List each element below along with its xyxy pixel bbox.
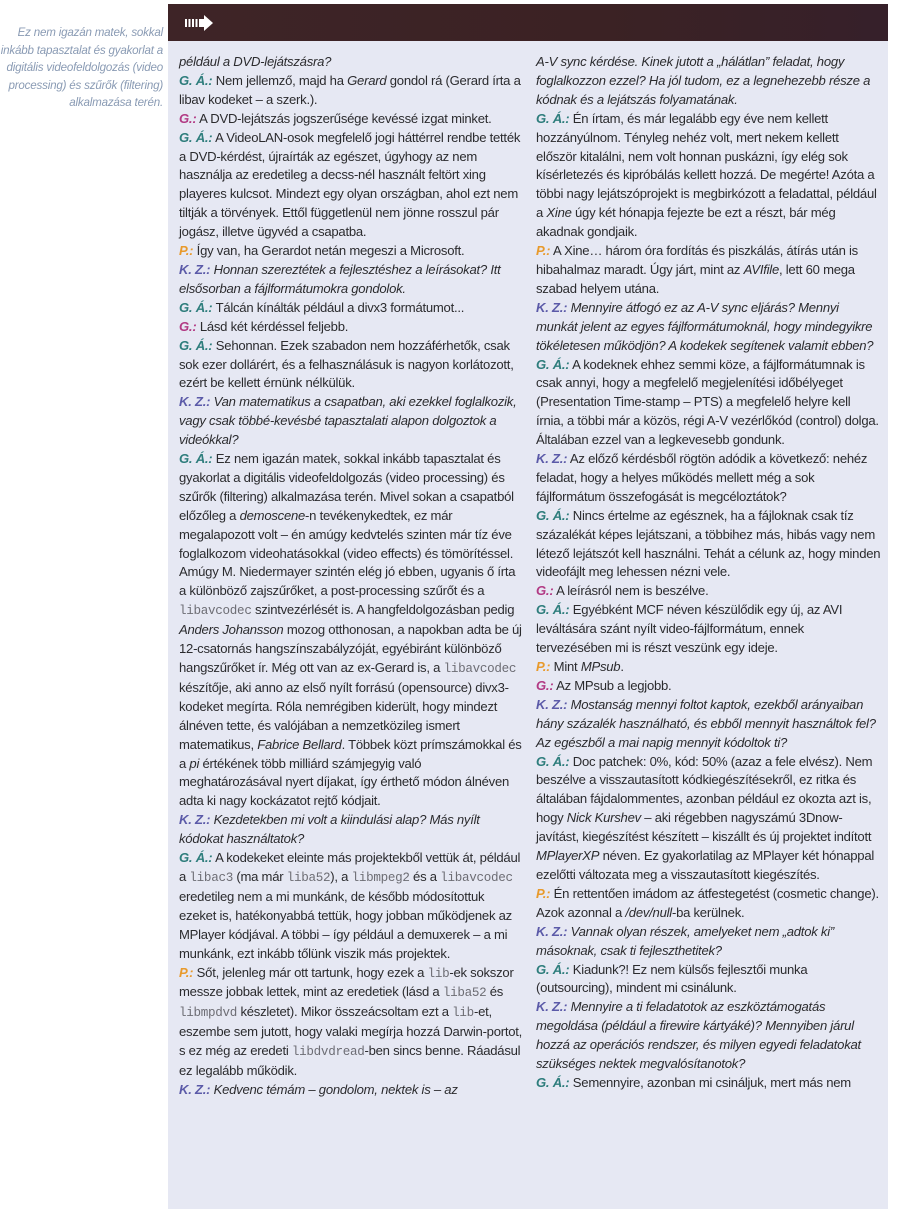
question-text: Van matematikus a csapatban, aki ezekkel foglalkozik, vagy csak többé-kevésbé tapasztalati alapon dolgoztok a videókkal? [179, 394, 517, 448]
interview-paragraph [536, 356, 881, 451]
interview-paragraph [179, 242, 524, 261]
text-segment: A kodeknek ehhez semmi köze, a fájlformátumnak is csak annyi, hogy a megfelelő megjelenítési időbélyeget (Presentation Time-stamp – PTS) a megfelelő helyre kell írnia, a többi már a közös, régi A-V vezérlőkód (control) dolga. Általában ezzel van a legkevesebb gondunk. [536, 356, 879, 448]
interview-paragraph [536, 242, 881, 299]
speaker-label: G. Á.: [536, 507, 570, 523]
text-segment: Nem jellemző, majd ha [212, 72, 348, 88]
speaker-label: K. Z.: [536, 923, 568, 939]
speaker-label: G.: [536, 677, 554, 693]
code-term: libmpdvd [179, 1006, 238, 1021]
text-segment: gondol rá (Gerard írta a libav kodeket – a szerk.). [179, 72, 521, 107]
text-segment: . [620, 659, 624, 674]
speaker-label: G. Á.: [536, 961, 570, 977]
code-term: libavcodec [443, 662, 517, 676]
interview-paragraph [179, 129, 524, 242]
text-segment: Nick Kurshev [566, 810, 641, 826]
interview-paragraph [179, 53, 524, 72]
text-segment: MPlayerXP [536, 848, 600, 864]
speaker-label: K. Z.: [536, 999, 568, 1015]
interview-paragraph [179, 337, 524, 394]
speaker-label: G. Á.: [536, 110, 570, 126]
speaker-label: G.: [179, 318, 197, 334]
text-segment: Az MPsub a legjobb. [553, 677, 672, 693]
text-segment: A kodekeket eleinte más projektekből vettük át, például a [179, 850, 521, 884]
code-term: libavcodec [179, 604, 252, 619]
interview-paragraph [536, 53, 881, 110]
speaker-label: P.: [536, 243, 551, 259]
interview-paragraph [179, 849, 524, 963]
text-segment: demoscene [239, 507, 306, 523]
speaker-label: K. Z.: [179, 261, 211, 277]
text-segment: A VideoLAN-osok megfelelő jogi háttérrel rendbe tették a DVD-kérdést, újraírták az egészet, úgyhogy az nem használja az eredetileg a decss-nél használt feltört xing playeres kulcsot. Mindezt egy olyan országban, ahol ezt nem tiltják a törvények. Ettől függetlenül nem jönne rosszul pár jogász, illetve ügyvéd a csapatba. [179, 129, 521, 240]
pull-quote: Ez nem igazán matek, sokkal inkább tapasztalat és gyakorlat a digitális videofeldolgozás (video processing) és szűrők (filtering) alkalmazása terén. [0, 26, 163, 110]
left-column [179, 53, 524, 1100]
interview-paragraph [179, 318, 524, 337]
header-bar [168, 4, 888, 41]
text-segment: Kiadunk?! Ez nem külsős fejlesztői munka (outsourcing), mindent mi csinálunk. [536, 961, 808, 996]
speaker-label: G. Á.: [179, 850, 213, 866]
text-segment: -n tevékenykedtek, ez már megalapozott volt – én amúgy kedvtelés szinten már tíz éve foglalkozom videohatásokkal (video effects) és tömörítéssel. Amúgy M. Niedermayer szintén elég jó ebben, ugyanis ő írta a különböző zajszűrőket, a post-processing szűrőt és a [179, 507, 516, 599]
speaker-label: G.: [536, 583, 554, 599]
text-segment: készletet). Mikor összeácsoltam ezt a [237, 1004, 453, 1020]
text-segment: mozog otthonosan, a napokban adta be új 12-csatornás hangszínszabályzóját, egyébiránt különböző hangszűrőket ír. Még ott van az ex-Gerard is, a [179, 622, 522, 675]
speaker-label: K. Z.: [536, 451, 568, 467]
text-segment: Anders Johansson [179, 622, 284, 638]
text-segment: néven. Ez gyakorlatilag az MPlayer két hónappal ezelőtti változata meg a visszautasított kiegészítés. [536, 848, 875, 882]
speaker-label: K. Z.: [179, 1081, 211, 1097]
interview-paragraph [179, 964, 524, 1081]
interview-paragraph [536, 961, 881, 999]
question-text: Mennyire átfogó ez az A-V sync eljárás? Mennyi munkát jelent az egyes fájlformátumoknál, hogy mindegyikre tökéletesen működjön? A kodekek segítenek valamit ebben? [536, 299, 874, 353]
question-text: Mennyire a ti feladatotok az eszköztámogatás megoldása (például a firewire kártyáké)? Mennyiben járul hozzá az operációs rendszer, és milyen egyedi feladatokat szükséges nektek megvalósítanotok? [536, 999, 861, 1072]
speaker-label: G. Á.: [179, 451, 213, 467]
text-segment: A Xine… három óra fordítás és piszkálás, átírás után is hibahalmaz maradt. Úgy járt, mint az [536, 243, 858, 277]
text-segment: /dev/null [625, 904, 672, 920]
interview-paragraph [536, 299, 881, 356]
question-text: Honnan szereztétek a fejlesztéshez a leírásokat? Itt elsősorban a fájlformátumokra gondolok. [179, 261, 501, 296]
code-term: libavcodec [440, 870, 513, 885]
speaker-label: G. Á.: [536, 602, 570, 618]
code-term: lib [427, 966, 450, 981]
interview-paragraph [536, 110, 881, 242]
interview-paragraph [536, 998, 881, 1074]
interview-paragraph [536, 1074, 881, 1093]
text-segment: készítője, aki anno az első nyílt forrású (opensource) divx3-kodeket megírta. Róla nemrégiben kiderült, hogy mindezt álnéven tette, és valójában a nemzetközileg ismert matematikus, [179, 679, 509, 752]
text-segment: , lett 60 mega szabad helyem utána. [536, 261, 855, 296]
interview-paragraph [536, 885, 881, 923]
text-segment: pi [189, 755, 200, 771]
speaker-label: K. Z.: [536, 696, 568, 712]
text-segment: és a [409, 868, 441, 884]
text-segment: Xine [546, 205, 572, 221]
speaker-label: G. Á.: [179, 299, 213, 315]
text-segment: -ba kerülnek. [671, 904, 745, 920]
text-segment: A leírásról nem is beszélve. [553, 583, 709, 599]
interview-paragraph [179, 110, 524, 129]
question-text: Kezdetekben mi volt a kiindulási alap? Más nyílt kódokat használtatok? [179, 812, 480, 847]
text-segment: MPsub [580, 659, 621, 674]
interview-paragraph [179, 1081, 524, 1100]
text-segment: Sehonnan. Ezek szabadon nem hozzáférhetők, csak sok ezer dollárért, és a felhasználásuk is nagyon korlátozott, ezért be kellett érnünk nélkülük. [179, 337, 514, 391]
text-segment: Én rettentően imádom az átfestegetést (cosmetic change). Azok azonnal a [536, 885, 879, 920]
question-text: például a DVD-lejátszásra? [179, 54, 332, 69]
speaker-label: P.: [536, 885, 551, 901]
interview-paragraph [179, 393, 524, 450]
speaker-label: K. Z.: [536, 299, 568, 315]
speaker-label: G. Á.: [536, 1074, 570, 1090]
text-segment: Doc patchek: 0%, kód: 50% (azaz a fele elvész). Nem beszélve a visszautasított kódkiegészítésekről, ez ritka és általában fájdalommentes, azonban például ez okozta azt is, hogy [536, 753, 873, 826]
interview-paragraph [179, 299, 524, 318]
text-segment: Az előző kérdésből rögtön adódik a következő: nehéz feladat, hogy a helyes működés mellett még a sok fájlformátum összefogását is megcéloztátok? [536, 451, 868, 504]
text-segment: . Többek közt prímszámokkal és a [179, 736, 522, 771]
text-segment: -ek sokszor messze jobbak lettek, mint az eredetiek (lásd a [179, 964, 514, 1000]
text-segment: Így van, ha Gerardot netán megeszi a Microsoft. [193, 243, 465, 259]
text-segment: értékének több milliárd számjegyig való meghatározásával nyert díjakat, így érthető módon álnéven adta ki nagy kockázatot rejtő kódjait. [179, 755, 510, 809]
text-segment: (ma már [232, 868, 287, 884]
text-segment: és [486, 984, 504, 1000]
speaker-label: P.: [179, 243, 194, 259]
text-segment: -et, eszembe sem jutott, hogy valaki megírja hozzá Darwin-portot, s ez még az eredeti [179, 1004, 523, 1059]
text-segment: Lásd két kérdéssel feljebb. [196, 318, 349, 334]
code-term: libdvdread [291, 1045, 365, 1060]
text-segment: Semennyire, azonban mi csináljuk, mert más nem [569, 1074, 851, 1090]
interview-paragraph [536, 696, 881, 753]
arrow-right-icon [185, 15, 215, 31]
text-segment: Egyébként MCF néven készülődik egy új, az AVI leváltására szánt nyílt video-fájlformátum, ennek tervezésében mi is részt veszünk egy ideje. [536, 602, 843, 656]
speaker-label: G.: [179, 110, 197, 126]
question-text: Kedvenc témám – gondolom, nektek is – az [210, 1081, 458, 1097]
interview-paragraph [179, 72, 524, 110]
interview-paragraph [536, 923, 881, 961]
speaker-label: G. Á.: [179, 72, 213, 88]
code-term: libmpeg2 [351, 870, 410, 885]
text-segment: ), a [330, 868, 352, 884]
text-segment: – aki régebben nagyszámú 3Dnow-javítást, kiegészítést készített – kiszállt és új projektet indított [536, 810, 872, 845]
article-panel [168, 4, 888, 1209]
code-term: lib [452, 1006, 474, 1021]
text-segment: Én írtam, és már legalább egy éve nem kellett hozzányúlnom. Tényleg nehéz volt, mert nekem kellett először kitalálni, nem volt honnan puskázni, így elég sok kísérletezés és kipróbálás kellett hozzá. De megérte! Azóta a többi nagy lejátszóprojekt is megbirkózott a feladattal, például a [536, 110, 877, 221]
text-segment: Tálcán kínálták például a divx3 formátumot... [212, 299, 465, 315]
interview-paragraph [536, 450, 881, 507]
text-segment: Mint [550, 659, 581, 674]
text-segment: Ez nem igazán matek, sokkal inkább tapasztalat és gyakorlat a digitális videofeldolgozás (video processing) és szűrők (filtering) alkalmazása terén. Mivel sokan a csapatból előzőleg a [179, 451, 514, 523]
speaker-label: G. Á.: [536, 753, 570, 769]
text-segment: Nincs értelme az egésznek, ha a fájloknak csak tíz százalékát képes lejátszani, a többihez más, hibás vagy nem létező lejátszót kell használni. Tehát a célunk az, hogy minden videofájlt meg lehessen nézni vele. [536, 507, 881, 580]
interview-paragraph [536, 582, 881, 601]
speaker-label: K. Z.: [179, 812, 211, 828]
interview-paragraph [536, 658, 881, 677]
text-segment: AVIfile [743, 261, 779, 277]
interview-paragraph [536, 601, 881, 658]
code-term: liba52 [286, 870, 331, 885]
interview-paragraph [179, 261, 524, 299]
right-column [536, 53, 881, 1093]
speaker-label: P.: [179, 964, 194, 980]
speaker-label: K. Z.: [179, 394, 211, 410]
question-text: Mostanság mennyi foltot kaptok, ezekből arányaiban hány százalék használható, és ebből mennyit használtok fel? Az egészből a mai napig mennyit kódoltok ti? [536, 696, 876, 750]
interview-paragraph [536, 753, 881, 885]
interview-paragraph [536, 677, 881, 696]
question-text: A-V sync kérdése. Kinek jutott a „hálátlan” feladat, hogy foglalkozzon ezzel? Ha jól tudom, ez a legnehezebb része a kódnak és a lejátszás folyamatának. [536, 54, 871, 107]
question-text: Vannak olyan részek, amelyeket nem „adtok ki” másoknak, csak ti fejleszthetitek? [536, 923, 834, 958]
text-segment: szintvezérlését is. A hangfeldolgozásban pedig [251, 602, 515, 618]
text-segment: Gerard [347, 72, 387, 88]
text-segment: Fabrice Bellard [257, 736, 342, 752]
text-segment: úgy két hónapja fejezte be ezt a részt, bár még akadnak gondjaik. [536, 205, 836, 240]
text-segment: A DVD-lejátszás jogszerűsége kevéssé izgat minket. [196, 110, 492, 126]
code-term: liba52 [442, 986, 487, 1001]
speaker-label: G. Á.: [179, 337, 213, 353]
text-segment: eredetileg nem a mi munkánk, de később módosítottuk ezeket is, hatékonyabbá tettük, hogy jobban működjenek az MPlayer kódjával. A többi – így például a demuxerek – a mi munkánk, ezt inkább tőlünk viszik más projektek. [179, 888, 512, 961]
speaker-label: G. Á.: [179, 129, 213, 145]
interview-paragraph [179, 811, 524, 849]
text-segment: -ben sincs benne. Ráadásul ez legalább működik. [179, 1043, 521, 1079]
speaker-label: P.: [536, 659, 551, 674]
interview-paragraph [536, 507, 881, 583]
speaker-label: G. Á.: [536, 356, 570, 372]
interview-paragraph [179, 450, 524, 811]
text-segment: Sőt, jelenleg már ott tartunk, hogy ezek a [193, 964, 428, 980]
code-term: libac3 [189, 870, 233, 885]
